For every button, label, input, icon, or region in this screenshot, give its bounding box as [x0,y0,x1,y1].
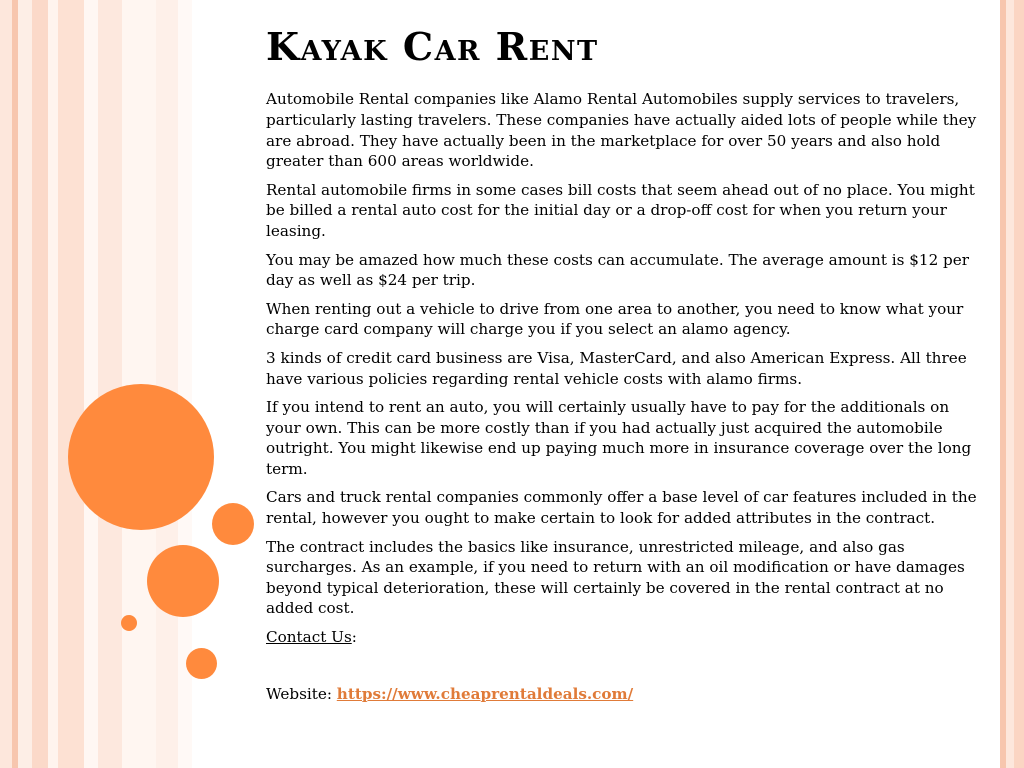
large-decorative-circle [68,384,214,530]
stripe [1014,0,1024,768]
right-decorative-stripes [1000,0,1024,768]
website-link[interactable]: https://www.cheaprentaldeals.com/ [336,684,634,703]
paragraph: You may be amazed how much these costs can accumulate. The average amount is $12 per day as well as $24 per trip. [266,250,970,290]
paragraph: 3 kinds of credit card business are Visa, MasterCard, and also American Express. All three have various policies regarding rental vehicle costs with alamo firms. [266,348,967,388]
stripe [48,0,58,768]
stripe [32,0,48,768]
paragraph: Automobile Rental companies like Alamo Rental Automobiles supply services to travelers, particularly lasting travelers. These companies have actually aided lots of people while they are abroad. They have actually been in the marketplace for over 50 years and also hold greater than 600 areas worldwide. [266,90,977,171]
stripe [58,0,84,768]
slide-content [266,22,986,712]
small-decorative-circle [186,648,217,679]
paragraph: If you intend to rent an auto, you will certainly usually have to pay for the additionals on your own. This can be more costly than if you had actually just acquired the automobile outright. You might likewise end up paying much more in insurance coverage over the long term. [266,398,972,478]
left-decorative-stripes [0,0,192,768]
contact-suffix: : [351,628,357,647]
tiny-decorative-circle [121,615,137,631]
paragraph: Cars and truck rental companies commonly offer a base level of car features included in the rental, however you ought to make certain to look for added attributes in the contract. [266,488,977,528]
stripe [18,0,32,768]
stripe [0,0,12,768]
medium-decorative-circle [147,545,219,617]
page-title: Kayak Car Rent [266,24,599,69]
stripe [156,0,178,768]
contact-us-link[interactable]: Contact Us [266,628,352,647]
paragraph: The contract includes the basics like insurance, unrestricted mileage, and also gas surcharges. As an example, if you need to return with an oil modification or have damages beyond typical deterioration, these will certainly be covered in the rental contract at no added cost. [266,537,965,618]
paragraph: When renting out a vehicle to drive from one area to another, you need to know what your charge card company will charge you if you select an alamo agency. [266,299,964,339]
stripe [84,0,98,768]
small-decorative-circle [212,503,254,545]
website-line [266,684,986,705]
stripe [1006,0,1014,768]
stripe [98,0,122,768]
paragraph: Rental automobile firms in some cases bill costs that seem ahead out of no place. You might be billed a rental auto cost for the initial day or a drop-off cost for when you return your leasing. [266,180,975,240]
website-label: Website: [266,684,337,703]
contact-line [266,627,986,648]
